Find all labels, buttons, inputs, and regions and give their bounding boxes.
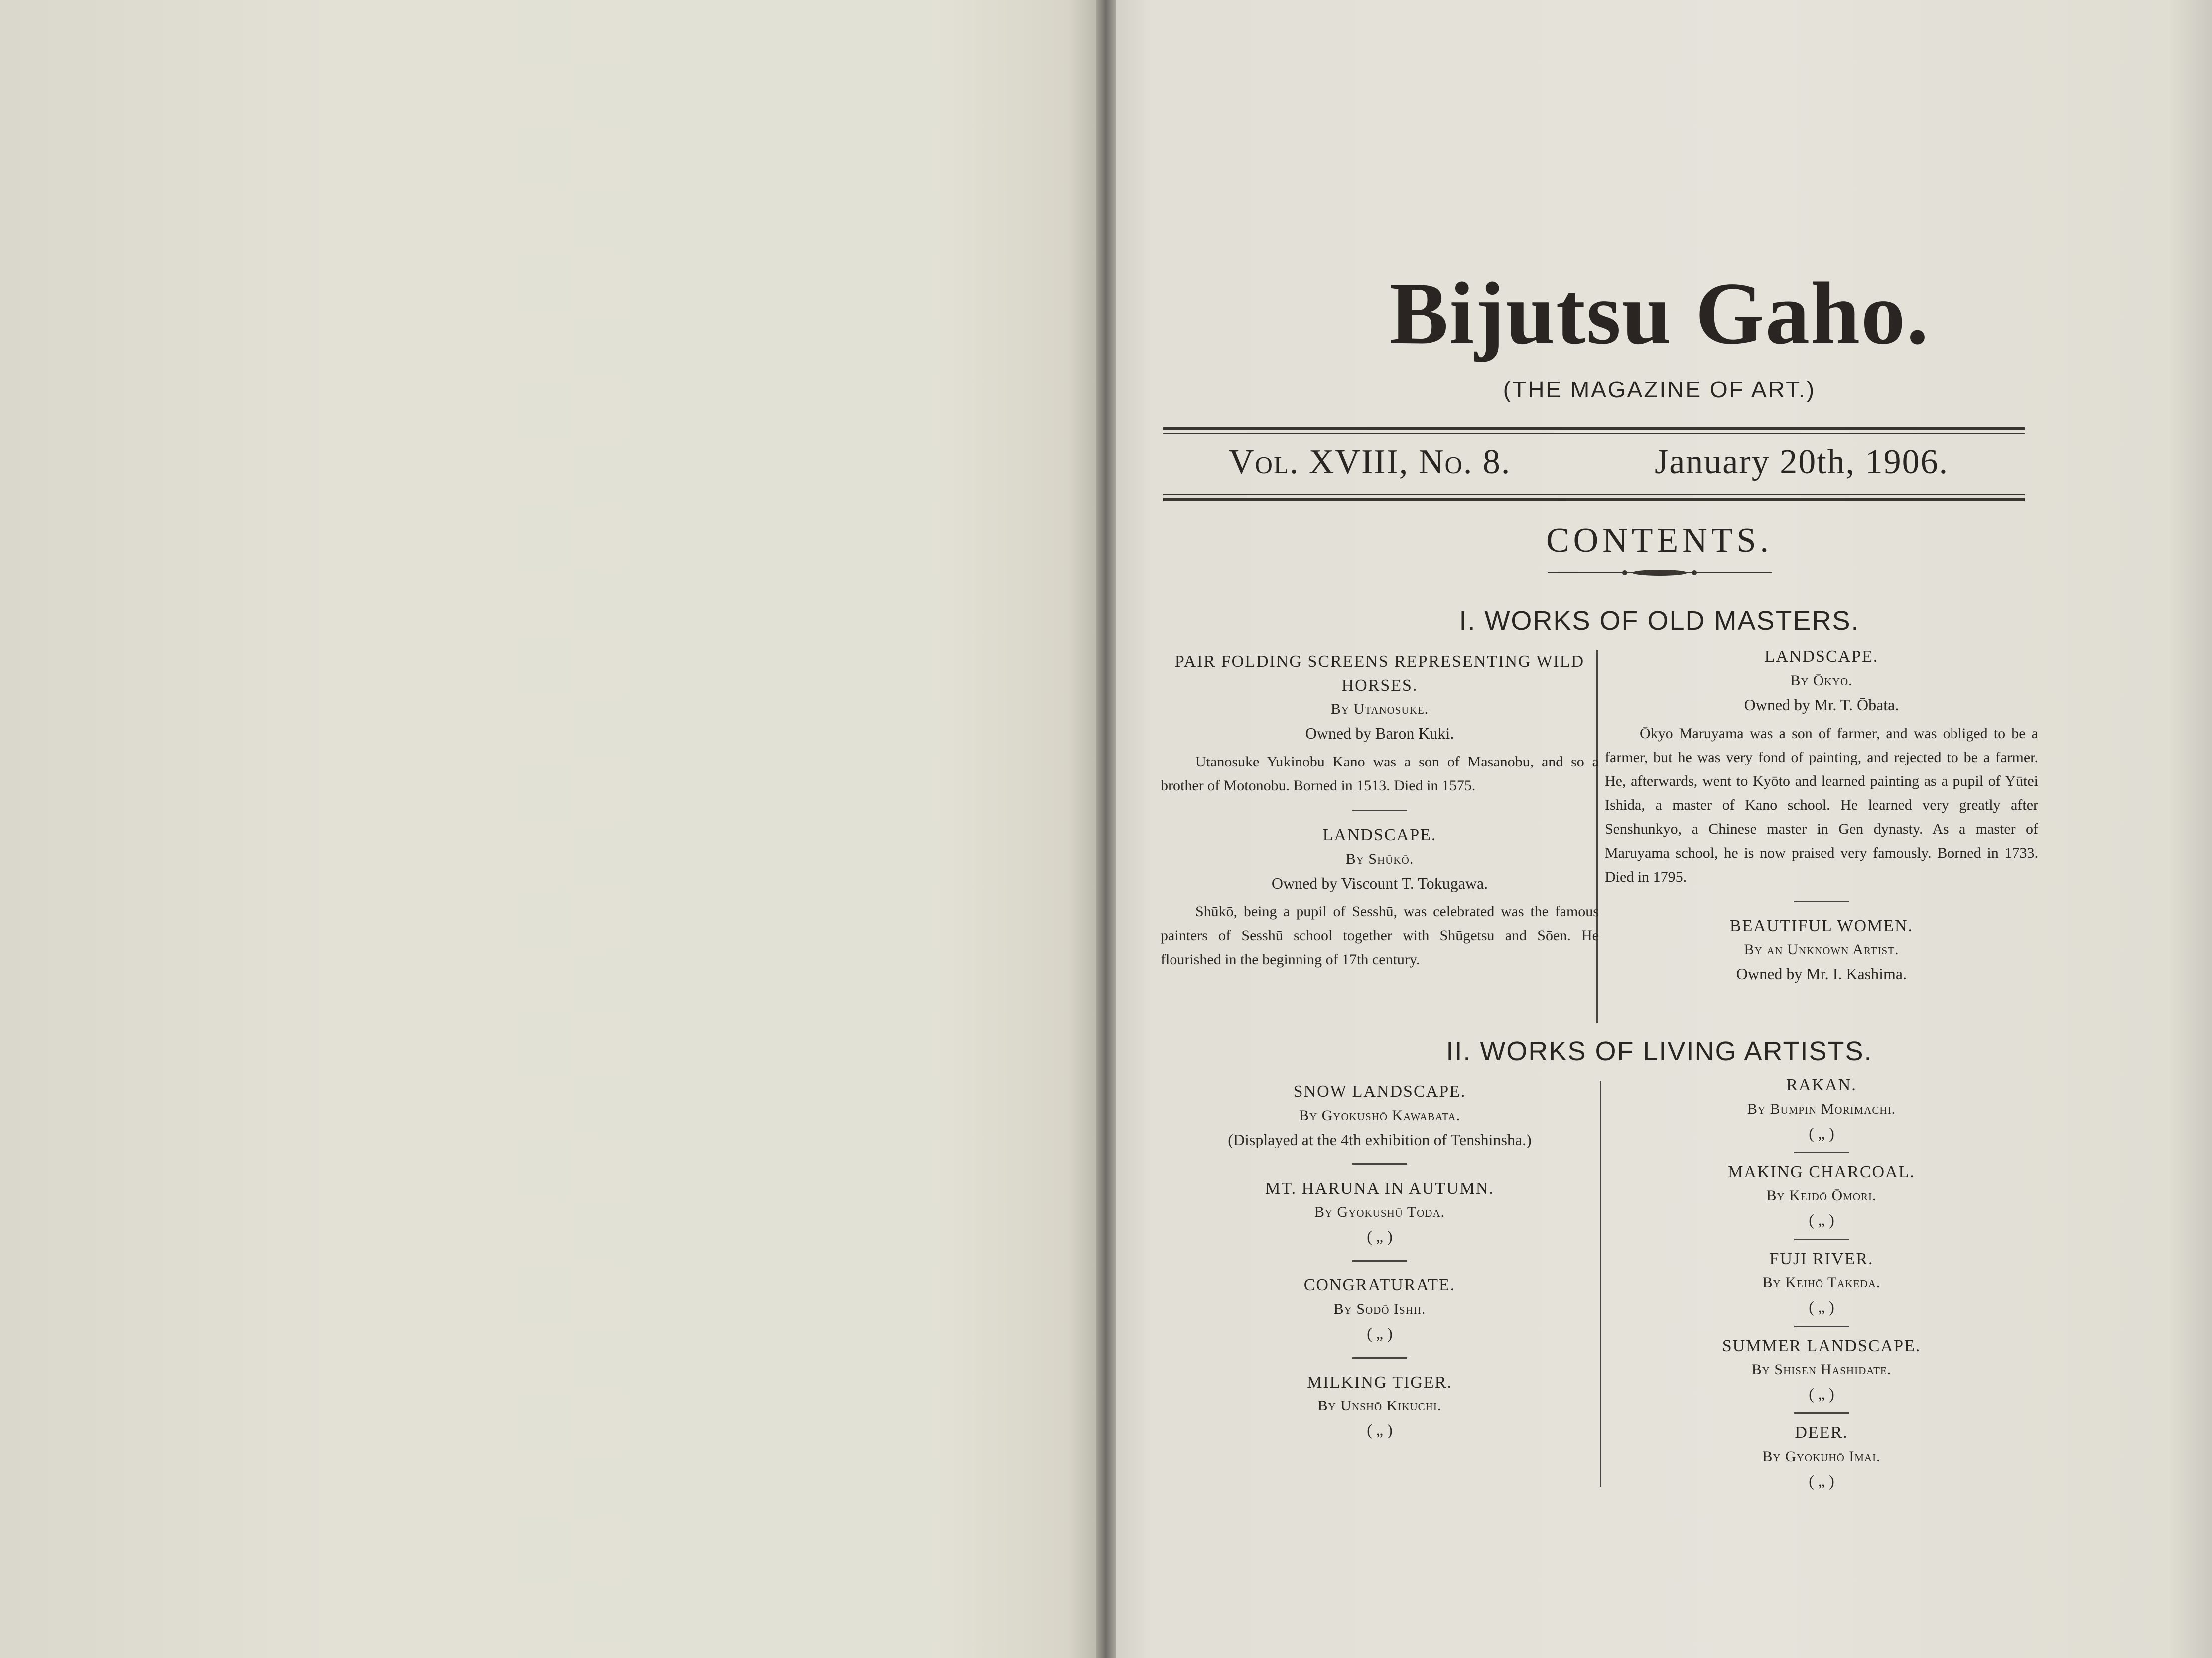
entry-note: ( „ ) <box>1809 1211 1834 1229</box>
entry-artist: By an Unknown Artist. <box>1744 941 1899 958</box>
top-thin-rule <box>1163 433 2025 434</box>
entry-owner: Owned by Baron Kuki. <box>1305 724 1454 743</box>
entry-owner: Owned by Mr. I. Kashima. <box>1736 965 1907 983</box>
entry-title: MT. HARUNA IN AUTUMN. <box>1265 1179 1494 1198</box>
entry-artist: By Utanosuke. <box>1330 701 1429 718</box>
entry-rakan <box>1605 1073 2038 1145</box>
entry-separator <box>1794 1152 1849 1153</box>
entry-owner: Owned by Mr. T. Ōbata. <box>1744 695 1899 714</box>
section1-heading: I. WORKS OF OLD MASTERS. <box>1459 606 1860 636</box>
entry-note: ( „ ) <box>1367 1227 1393 1246</box>
masthead-title: Bijutsu Gaho. <box>1389 264 1930 363</box>
left-blank-page <box>0 0 1101 1658</box>
entry-congraturate <box>1161 1274 1599 1345</box>
entry-title: RAKAN. <box>1786 1076 1857 1094</box>
entry-separator <box>1352 1357 1407 1359</box>
entry-owner: Owned by Viscount T. Tokugawa. <box>1271 874 1488 892</box>
entry-note: ( „ ) <box>1367 1421 1393 1439</box>
entry-artist: By Keidō Ōmori. <box>1766 1187 1877 1204</box>
book-gutter <box>1096 0 1116 1658</box>
entry-title: DEER. <box>1795 1423 1848 1442</box>
masthead-subtitle: (THE MAGAZINE OF ART.) <box>1503 377 1816 402</box>
contents-heading: CONTENTS. <box>1546 521 1773 560</box>
entry-title: LANDSCAPE. <box>1322 826 1437 845</box>
entry-artist: By Gyokuhō Imai. <box>1762 1448 1881 1465</box>
bottom-double-rule <box>1163 498 2025 501</box>
entry-artist: By Gyokushō Kawabata. <box>1299 1107 1460 1124</box>
entry-title: PAIR FOLDING SCREENS REPRESENTING WILD HORSES. <box>1174 652 1585 695</box>
entry-mt-haruna <box>1161 1177 1599 1249</box>
entry-separator <box>1794 1326 1849 1327</box>
entry-artist: By Sodō Ishii. <box>1333 1300 1426 1317</box>
entry-title: FUJI RIVER. <box>1769 1250 1874 1269</box>
section1-left-column <box>1161 650 1599 972</box>
entry-title: SNOW LANDSCAPE. <box>1293 1082 1466 1101</box>
section2-column-divider <box>1600 1081 1601 1487</box>
bottom-thin-rule <box>1163 494 2025 495</box>
entry-separator <box>1794 1412 1849 1414</box>
entry-note: (Displayed at the 4th exhibition of Tenshinsha.) <box>1228 1130 1532 1148</box>
entry-beautiful-women <box>1605 914 2038 986</box>
entry-note: ( „ ) <box>1809 1385 1834 1403</box>
top-double-rule <box>1163 427 2025 430</box>
entry-separator <box>1794 901 1849 902</box>
entry-artist: By Unshō Kikuchi. <box>1317 1398 1442 1414</box>
entry-title: MILKING TIGER. <box>1307 1373 1452 1392</box>
entry-wild-horses <box>1161 650 1599 798</box>
entry-artist: By Ōkyo. <box>1790 672 1853 689</box>
entry-description: Utanosuke Yukinobu Kano was a son of Masanobu, and so a brother of Motonobu. Borned in 1513. Died in 1575. <box>1161 754 1599 794</box>
entry-note: ( „ ) <box>1809 1124 1834 1142</box>
entry-note: ( „ ) <box>1809 1297 1834 1316</box>
entry-landscape-okyo <box>1605 645 2038 889</box>
entry-title: CONGRATURATE. <box>1303 1276 1456 1295</box>
entry-landscape-shuko <box>1161 823 1599 972</box>
entry-artist: By Keihō Takeda. <box>1762 1274 1881 1291</box>
entry-title: LANDSCAPE. <box>1764 647 1879 666</box>
entry-artist: By Shisen Hashidate. <box>1751 1361 1892 1378</box>
entry-artist: By Gyokushū Toda. <box>1314 1204 1445 1221</box>
right-contents-page <box>1107 0 2212 1658</box>
entry-fuji-river <box>1605 1247 2038 1319</box>
entry-making-charcoal <box>1605 1160 2038 1232</box>
ornament-divider <box>1107 568 2212 578</box>
entry-title: MAKING CHARCOAL. <box>1728 1162 1915 1181</box>
entry-separator <box>1794 1239 1849 1240</box>
entry-note: ( „ ) <box>1809 1471 1834 1490</box>
entry-deer <box>1605 1421 2038 1493</box>
entry-milking-tiger <box>1161 1371 1599 1442</box>
entry-separator <box>1352 810 1407 811</box>
entry-title: SUMMER LANDSCAPE. <box>1722 1336 1921 1355</box>
section2-right-column <box>1605 1073 2038 1493</box>
entry-summer-landscape <box>1605 1334 2038 1406</box>
section2-heading: II. WORKS OF LIVING ARTISTS. <box>1446 1036 1873 1066</box>
entry-description: Ōkyo Maruyama was a son of farmer, and was obliged to be a farmer, but he was very fond of painting, and rejected to be a farmer. He, afterwards, went to Kyōto and learned painting as a pupil of Yūtei Ishida, a master of Kano school. He learned very greatly after Senshunkyo, a Chinese master in Gen dynasty. As a master of Maruyama school, he is now praised very famously. Borned in 1733. Died in 1795. <box>1605 725 2038 885</box>
entry-separator <box>1352 1163 1407 1165</box>
section2-left-column <box>1161 1080 1599 1442</box>
entry-note: ( „ ) <box>1367 1324 1393 1342</box>
entry-snow-landscape <box>1161 1080 1599 1151</box>
entry-artist: By Bumpin Morimachi. <box>1747 1100 1896 1117</box>
volume-number: Vol. XVIII, No. 8. <box>1229 443 1511 481</box>
entry-artist: By Shūkō. <box>1345 850 1414 867</box>
section1-right-column <box>1605 645 2038 986</box>
entry-separator <box>1352 1260 1407 1262</box>
issue-date: January 20th, 1906. <box>1655 443 1949 481</box>
entry-description: Shūkō, being a pupil of Sesshū, was celebrated was the famous painters of Sesshū school together with Shūgetsu and Sōen. He flourished in the beginning of 17th century. <box>1161 903 1599 968</box>
entry-title: BEAUTIFUL WOMEN. <box>1729 916 1914 935</box>
